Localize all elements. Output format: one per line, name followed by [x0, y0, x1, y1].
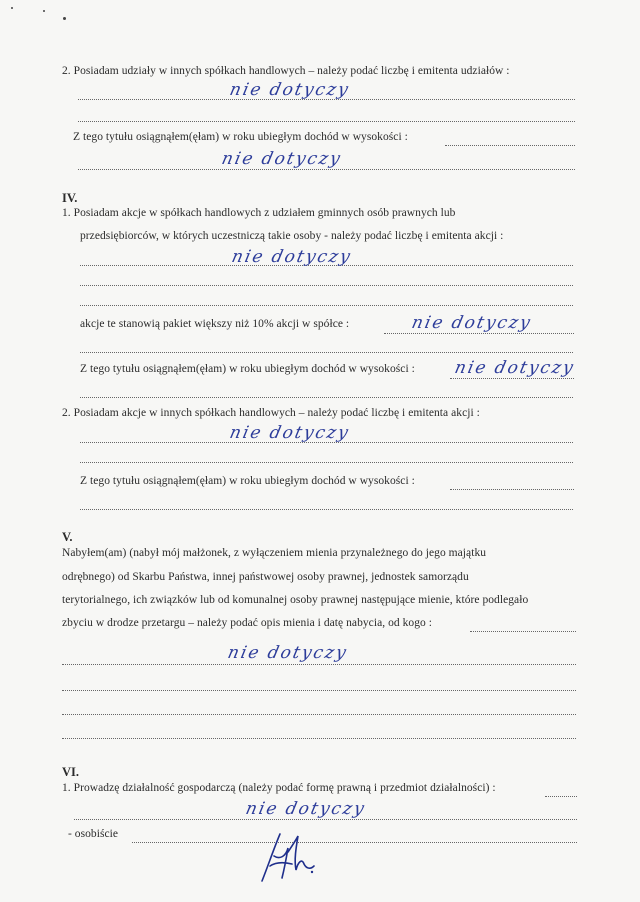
scan-speck: [63, 17, 66, 20]
personal-label: - osobiście: [68, 828, 119, 840]
section-v-line1: Nabyłem(am) (nabył mój małżonek, z wyłączeniem mienia przynależnego do jego majątku: [62, 547, 487, 559]
answer-line: [80, 509, 573, 510]
section-iv-item2-income-label: Z tego tytułu osiągnąłem(ęłam) w roku ubiegłym dochód w wysokości :: [80, 475, 415, 487]
scan-speck: [43, 10, 45, 12]
section-v-line3: terytorialnego, ich związków lub od komunalnej osoby prawnej następujące mienie, które podlegało: [62, 594, 529, 606]
answer-line: [80, 305, 573, 306]
shares-other-companies-label: 2. Posiadam udziały w innych spółkach handlowych – należy podać liczbę i emitenta udziałów :: [62, 65, 510, 77]
answer-line: [450, 489, 574, 490]
section-iv-heading: IV.: [62, 191, 78, 205]
section-v-line2: odrębnego) od Skarbu Państwa, innej państwowej osoby prawnej, jednostek samorządu: [62, 571, 469, 583]
answer-line: [470, 631, 576, 632]
section-iv-item2-answer: nie dotyczy: [227, 423, 352, 443]
shares-other-income-answer: nie dotyczy: [219, 149, 344, 169]
section-vi-item1-answer: nie dotyczy: [243, 799, 368, 819]
answer-line: [62, 714, 576, 715]
section-vi-item1-label: 1. Prowadzę działalność gospodarczą (należy podać formę prawną i przedmiot działalności) :: [62, 782, 496, 794]
section-v-line4: zbyciu w drodze przetargu – należy podać opis mienia i datę nabycia, od kogo :: [62, 617, 432, 629]
scan-speck: [11, 7, 13, 9]
answer-line: [62, 664, 576, 665]
section-iv-item1-line2: przedsiębiorców, w których uczestniczą takie osoby - należy podać liczbę i emitenta akcji :: [80, 230, 504, 242]
shares-other-answer: nie dotyczy: [227, 80, 352, 100]
section-iv-item2-label: 2. Posiadam akcje w innych spółkach handlowych – należy podać liczbę i emitenta akcji :: [62, 407, 480, 419]
answer-line: [80, 352, 573, 353]
shares-other-income-label: Z tego tytułu osiągnąłem(ęłam) w roku ubiegłym dochód w wysokości :: [73, 131, 408, 143]
answer-line: [78, 169, 575, 170]
answer-line: [545, 796, 577, 797]
section-iv-income-answer: nie dotyczy: [452, 358, 577, 378]
answer-line: [384, 333, 574, 334]
packet-label: akcje te stanowią pakiet większy niż 10% akcji w spółce :: [80, 318, 350, 330]
answer-line: [74, 819, 577, 820]
packet-answer: nie dotyczy: [409, 313, 534, 333]
answer-line: [62, 690, 576, 691]
section-iv-item1-answer: nie dotyczy: [229, 247, 354, 267]
section-iv-income-label: Z tego tytułu osiągnąłem(ęłam) w roku ubiegłym dochód w wysokości :: [80, 363, 415, 375]
section-v-answer: nie dotyczy: [225, 643, 350, 663]
section-v-heading: V.: [62, 530, 73, 544]
handwritten-signature: [250, 826, 320, 886]
answer-line: [450, 378, 574, 379]
answer-line: [80, 285, 573, 286]
answer-line: [80, 462, 573, 463]
answer-line: [132, 842, 577, 843]
section-vi-heading: VI.: [62, 765, 80, 779]
answer-line: [445, 145, 575, 146]
answer-line: [62, 738, 576, 739]
section-iv-item1-line1: 1. Posiadam akcje w spółkach handlowych z udziałem gminnych osób prawnych lub: [62, 207, 456, 219]
answer-line: [80, 397, 573, 398]
answer-line: [78, 121, 575, 122]
